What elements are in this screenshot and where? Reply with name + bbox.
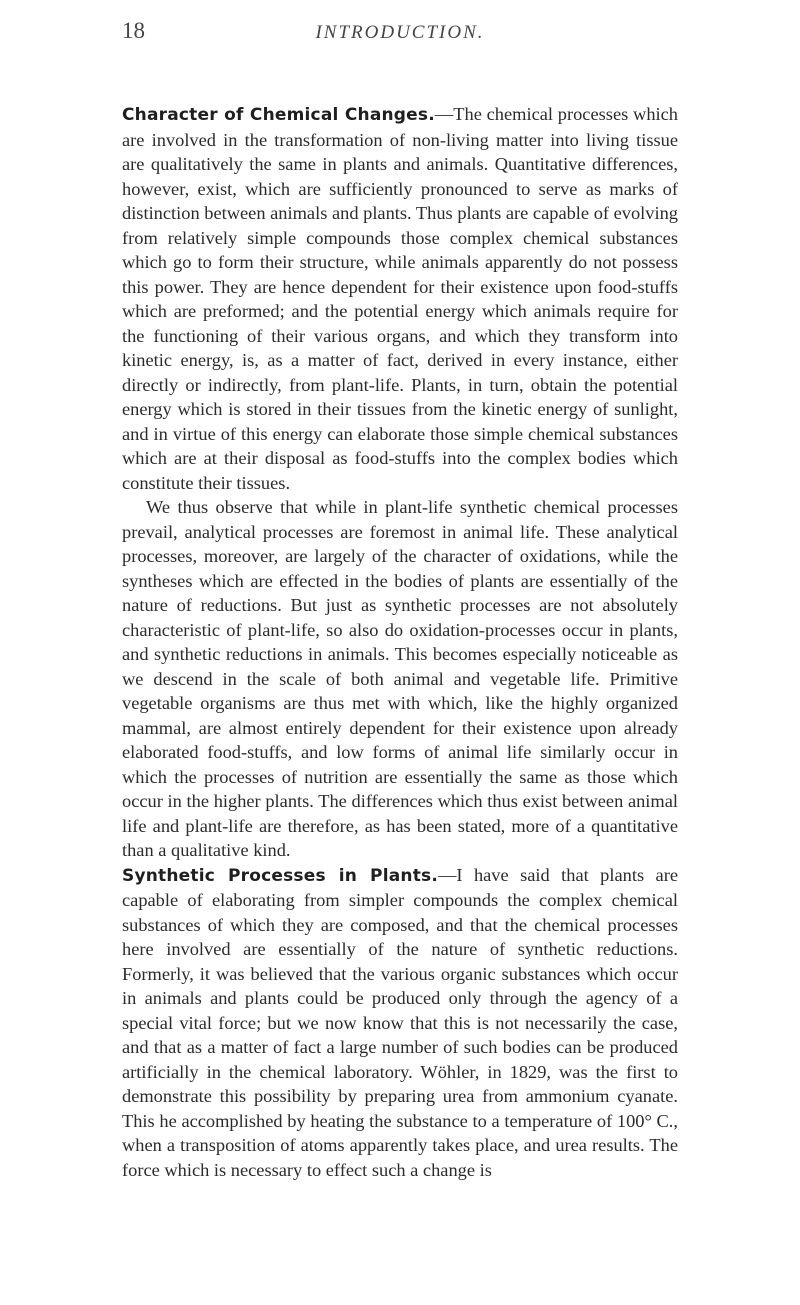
paragraph-text: —I have said that plants are capable of elaborating from simpler compounds the complex chemical substances of which they are composed, and that the chemical processes here involved are essentially of the nature of synthetic reductions. Formerly, it was believed that the various organic substances which occur in animals and plants could be produced only through the agency of a special vital force; but we now know that this is not necessarily the case, and that as a matter of fact a large number of such bodies can be produced artificially in the chemical laboratory. Wöhler, in 1829, was the first to demonstrate this possibility by preparing urea from ammonium cyanate. This he accomplished by heating the substance to a temperature of 100° C., when a transposition of atoms apparently takes place, and urea results. The force which is necessary to effect such a change is — [122, 864, 678, 1180]
paragraph — [122, 495, 678, 863]
paragraph-text: —The chemical processes which are involved in the transformation of non-living matter into living tissue are qualitatively the same in plants and animals. Quantitative differences, however, exist, which are sufficiently pronounced to serve as marks of distinction between animals and plants. Thus plants are capable of evolving from relatively simple compounds those complex chemical substances which go to form their structure, while animals apparently do not possess this power. They are hence dependent for their existence upon food-stuffs which are preformed; and the potential energy which animals require for the functioning of their various organs, and which they transform into kinetic energy, is, as a matter of fact, derived in every instance, either directly or indirectly, from plant-life. Plants, in turn, obtain the potential energy which is stored in their tissues from the kinetic energy of sunlight, and in virtue of this energy can elaborate those simple chemical substances which are at their disposal as food-stuffs into the complex bodies which constitute their tissues. — [122, 104, 678, 493]
section-heading: Character of Chemical Changes. — [122, 105, 435, 125]
body-text — [122, 102, 678, 1182]
page-header — [122, 14, 678, 44]
paragraph — [122, 863, 678, 1183]
paragraph-text: We thus observe that while in plant-life synthetic chemical processes prevail, analytical processes are foremost in animal life. These analytical processes, moreover, are largely of the character of oxidations, while the syntheses which are effected in the bodies of plants are essentially of the nature of reductions. But just as synthetic processes are not absolutely characteristic of plant-life, so also do oxidation-processes occur in plants, and synthetic reductions in animals. This becomes especially noticeable as we descend in the scale of both animal and vegetable life. Primitive vegetable organisms are thus met with which, like the highly organized mammal, are almost entirely dependent for their existence upon already elaborated food-stuffs, and low forms of animal life similarly occur in which the processes of nutrition are essentially the same as those which occur in the higher plants. The differences which thus exist between animal life and plant-life are therefore, as has been stated, more of a quantitative than a qualitative kind. — [122, 497, 678, 860]
paragraph — [122, 102, 678, 495]
section-heading: Synthetic Processes in Plants. — [122, 865, 438, 886]
running-head: INTRODUCTION. — [315, 22, 485, 43]
page-number: 18 — [122, 18, 145, 43]
